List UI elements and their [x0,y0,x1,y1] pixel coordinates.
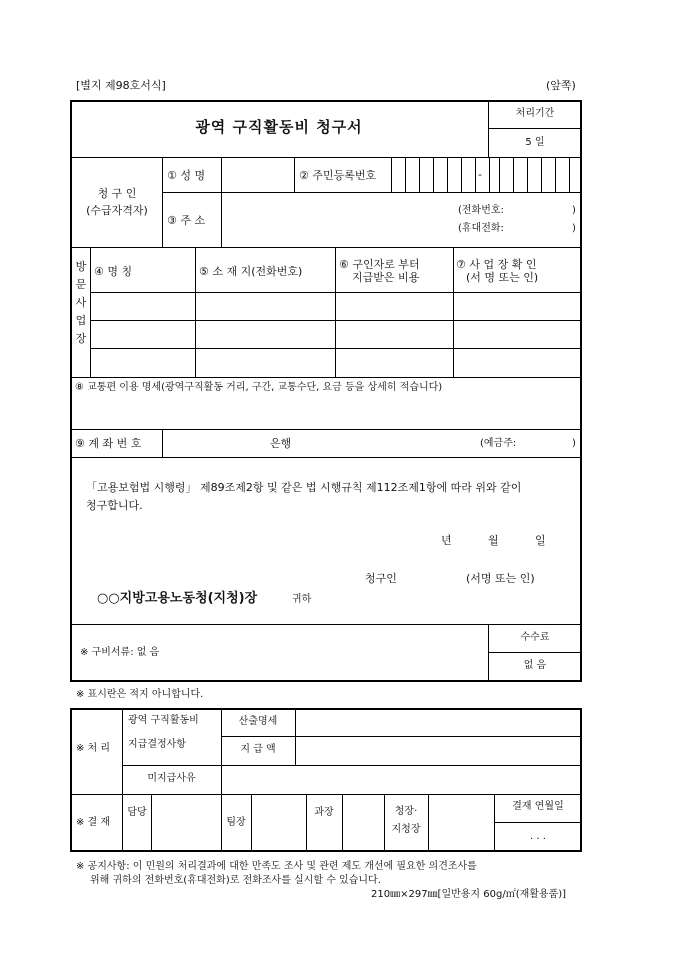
footer-notice-1: ※ 공지사항: 이 민원의 처리결과에 대한 만족도 조사 및 관련 제도 개선에 필요한 의견조사를 [76,861,477,872]
rrn-field[interactable] [391,157,582,192]
paper-spec: 210㎜×297㎜[일반용지 60g/㎡(재활용품)] [371,889,567,900]
mobile-close: ) [572,223,576,234]
documents-label: ※ 구비서류: 없 음 [80,647,160,658]
processing-period-label: 처리기간 [515,108,555,119]
form-title: 광역 구직활동비 청구서 [195,118,363,136]
col-cost-1: ⑥ 구인자로 부터 [339,258,420,271]
signer-label: 청구인 [365,572,397,585]
team-lead-sign-field[interactable] [252,795,306,851]
transport-field[interactable] [72,396,580,428]
fee-value: 없 음 [523,660,547,671]
rrn-label: ② 주민등록번호 [299,169,377,182]
rrn-dash: - [478,168,482,181]
claimant-sublabel: (수급자격자) [86,204,148,217]
team-lead-label: 팀장 [226,817,246,828]
date-day: 일 [535,534,546,547]
col-confirm-2: (서 명 또는 인) [466,271,539,284]
visits-side-label: 방문사업장 [75,260,87,345]
amount-label: 지 급 액 [240,744,276,755]
account-label: ⑨ 계 좌 번 호 [75,437,142,450]
decision-2: 지급결정사항 [128,739,186,750]
visit-rows[interactable] [91,293,582,377]
date-year: 년 [441,534,452,547]
approval-date-label: 결재 연월일 [512,801,564,812]
claimant-label: 청 구 인 [97,187,137,200]
decision-1: 광역 구직활동비 [128,715,199,726]
account-field[interactable] [163,430,580,457]
phone-close: ) [572,205,576,216]
col-cost-2: 지급받은 비용 [352,271,420,284]
director-1: 청장· [394,806,418,817]
holder-label: (예금주: [480,438,517,449]
director-2: 지청장 [391,824,421,835]
address-label: ③ 주 소 [167,214,206,227]
section-chief-sign-field[interactable] [343,795,384,851]
date-month: 월 [488,534,499,547]
calc-amount-field[interactable] [296,709,580,765]
phone-label: (전화번호: [458,205,504,216]
nonpay-field[interactable] [222,766,580,794]
name-field[interactable] [222,158,294,192]
mobile-label: (휴대전화: [458,223,504,234]
form-number: [별지 제98호서식] [76,79,166,92]
approval-date-dots: . . . [530,831,546,842]
director-sign-field[interactable] [429,795,494,851]
recipient: ○○지방고용노동청(지청)장 [97,591,258,606]
calc-label: 산출명세 [238,716,278,727]
recipient-suffix: 귀하 [292,594,312,605]
col-name: ④ 명 칭 [94,265,133,278]
section-chief-label: 과장 [314,807,334,818]
processing-period-value: 5 일 [525,137,545,148]
name-label: ① 성 명 [167,169,206,182]
fee-label: 수수료 [520,632,550,643]
statement-line-1: 「고용보험법 시행령」 제89조제2항 및 같은 법 시행규칙 제112조제1항에 따라 위와 같이 [86,481,522,494]
sign-note: (서명 또는 인) [466,572,535,585]
page-side: (앞쪽) [546,79,576,92]
staff-sign-field[interactable] [152,795,221,851]
col-confirm-1: ⑦ 사 업 장 확 인 [456,258,537,271]
statement-line-2: 청구합니다. [86,499,143,512]
holder-close: ) [572,438,576,449]
address-field[interactable] [222,193,452,247]
bank-label: 은행 [270,437,292,450]
col-location: ⑤ 소 재 지(전화번호) [199,265,303,278]
approval-label: ※ 결 재 [76,817,111,828]
notice-blank: ※ 표시란은 적지 아니합니다. [76,689,204,700]
staff-label: 담당 [127,807,147,818]
footer-notice-2: 위해 귀하의 전화번호(휴대전화)로 전화조사를 실시할 수 있습니다. [90,875,381,886]
processing-label: ※ 처 리 [76,743,111,754]
transport-label: ⑧ 교통편 이용 명세(광역구직활동 거리, 구간, 교통수단, 요금 등을 상세히 적습니다) [75,382,443,393]
nonpay-label: 미지급사유 [147,773,196,784]
